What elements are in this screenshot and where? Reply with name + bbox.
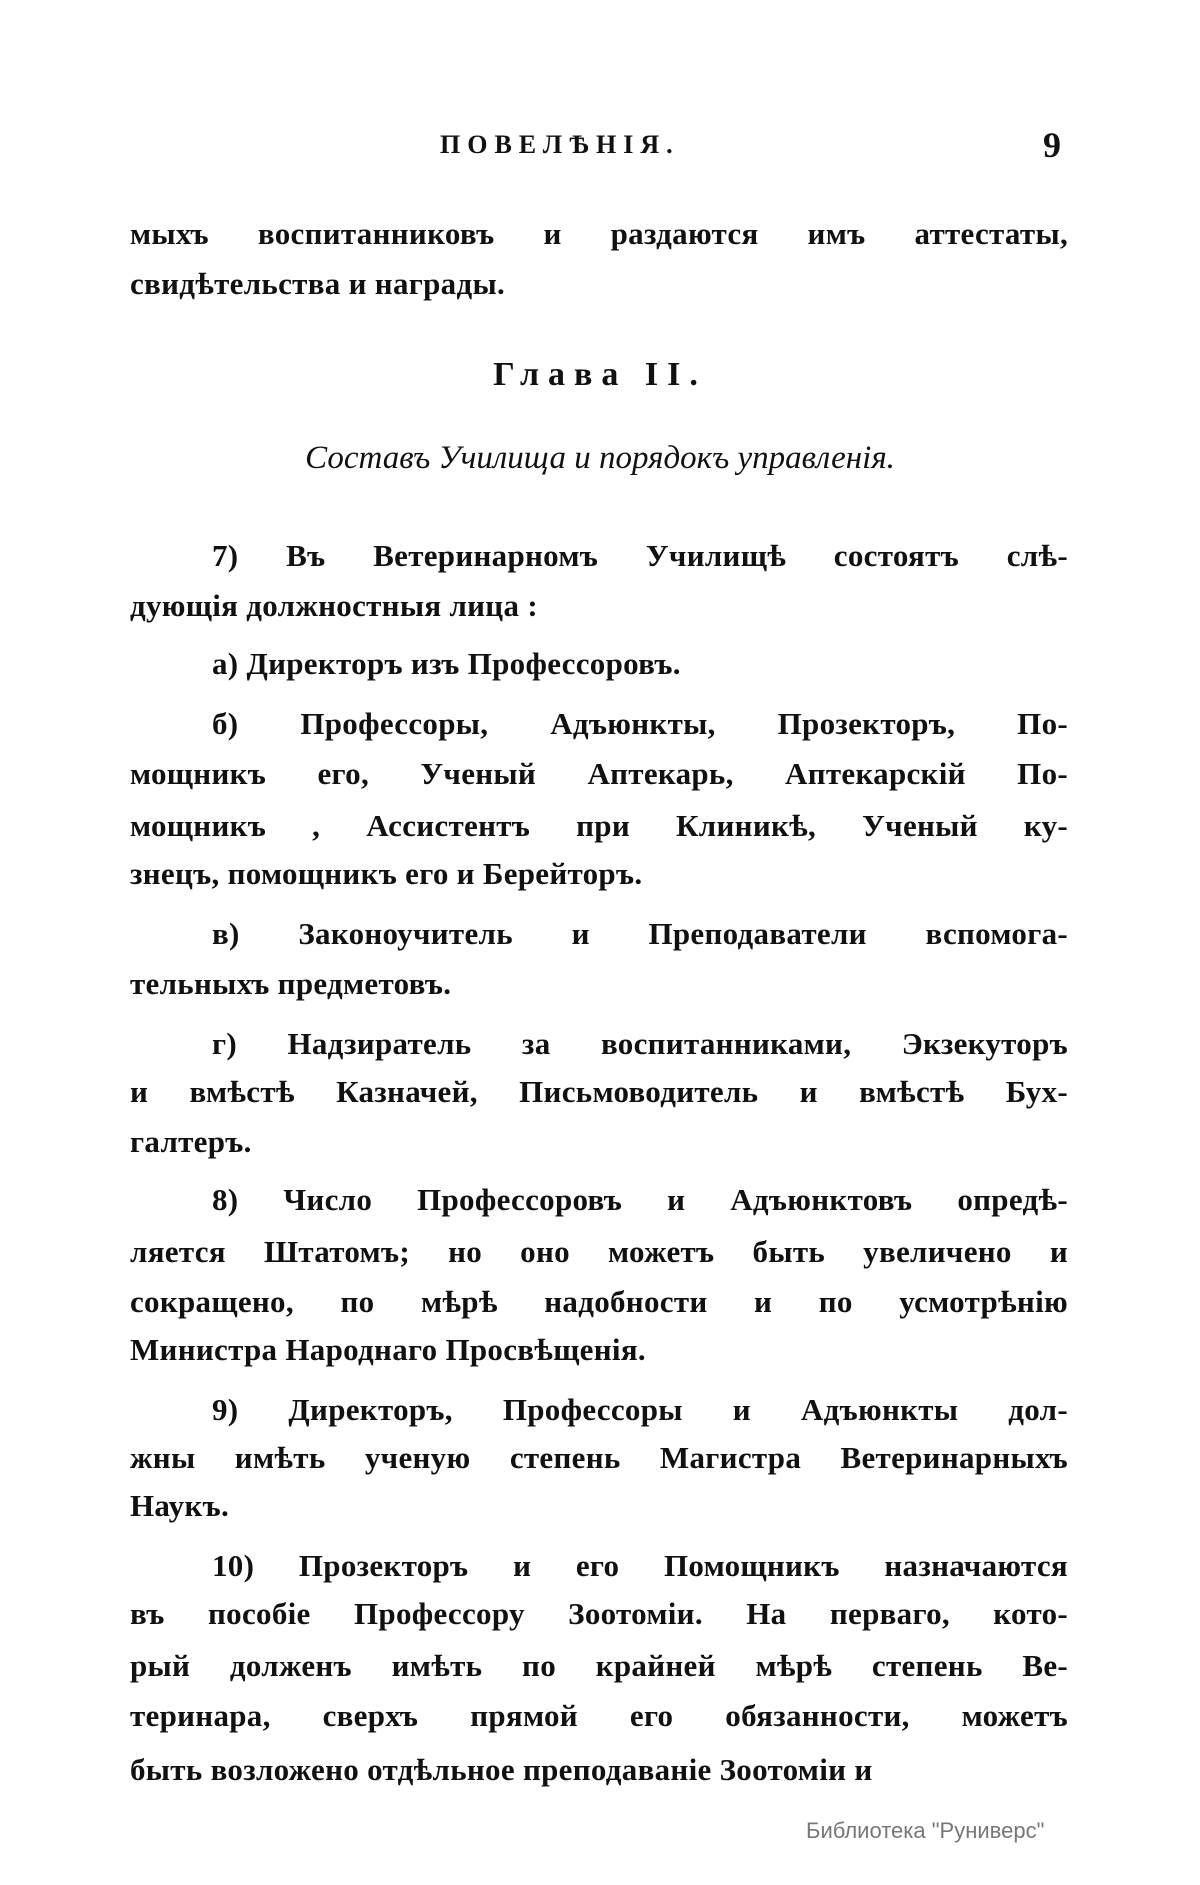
text-line: б) Профессоры, Адъюнкты, Прозекторъ, По- [212,706,1068,741]
text-line: дующія должностныя лица : [130,588,538,623]
text-line: свидѣтельства и награды. [130,266,506,301]
running-head: ПОВЕЛѢНІЯ. [440,130,680,159]
chapter-subtitle: Составъ Училища и порядокъ управленія. [305,440,895,476]
chapter-title: Глава II. [493,356,707,393]
text-line: 7) Въ Ветеринарномъ Училищѣ состоятъ слѣ- [212,538,1068,573]
text-line: быть возложено отдѣльное преподаваніе Зоотоміи и [130,1752,873,1787]
text-line: въ пособіе Профессору Зоотоміи. На перваго, кото- [130,1596,1068,1631]
text-line: а) Директоръ изъ Профессоровъ. [212,646,681,681]
text-line: мощникъ , Ассистентъ при Клиникѣ, Ученый ку- [130,808,1068,843]
text-line: тельныхъ предметовъ. [130,966,452,1001]
text-line: галтеръ. [130,1124,252,1159]
text-line: сокращено, по мѣрѣ надобности и по усмотрѣнію [130,1284,1068,1319]
text-line: 10) Прозекторъ и его Помощникъ назначаются [212,1548,1068,1583]
text-line: ляется Штатомъ; но оно можетъ быть увеличено и [130,1234,1068,1269]
text-line: Министра Народнаго Просвѣщенія. [130,1332,646,1367]
text-line: 9) Директоръ, Профессоры и Адъюнкты дол- [212,1392,1068,1427]
text-line: в) Законоучитель и Преподаватели вспомога- [212,916,1068,951]
text-line: жны имѣть ученую степень Магистра Ветеринарныхъ [130,1440,1068,1475]
page-number: 9 [1043,125,1061,165]
text-line: и вмѣстѣ Казначей, Письмоводитель и вмѣстѣ Бух- [130,1074,1068,1109]
text-line: теринара, сверхъ прямой его обязанности, можетъ [130,1698,1068,1733]
text-line: мощникъ его, Ученый Аптекарь, Аптекарскій По- [130,756,1068,791]
text-line: 8) Число Профессоровъ и Адъюнктовъ опредѣ- [212,1182,1068,1217]
library-watermark: Библиотека "Руниверс" [806,1818,1045,1843]
text-line: г) Надзиратель за воспитанниками, Экзекуторъ [212,1026,1068,1061]
text-line: Наукъ. [130,1488,230,1523]
text-line: мыхъ воспитанниковъ и раздаются имъ аттестаты, [130,216,1068,251]
text-line: знецъ, помощникъ его и Берейторъ. [130,856,643,891]
text-line: рый долженъ имѣть по крайней мѣрѣ степень Ве- [130,1648,1068,1683]
